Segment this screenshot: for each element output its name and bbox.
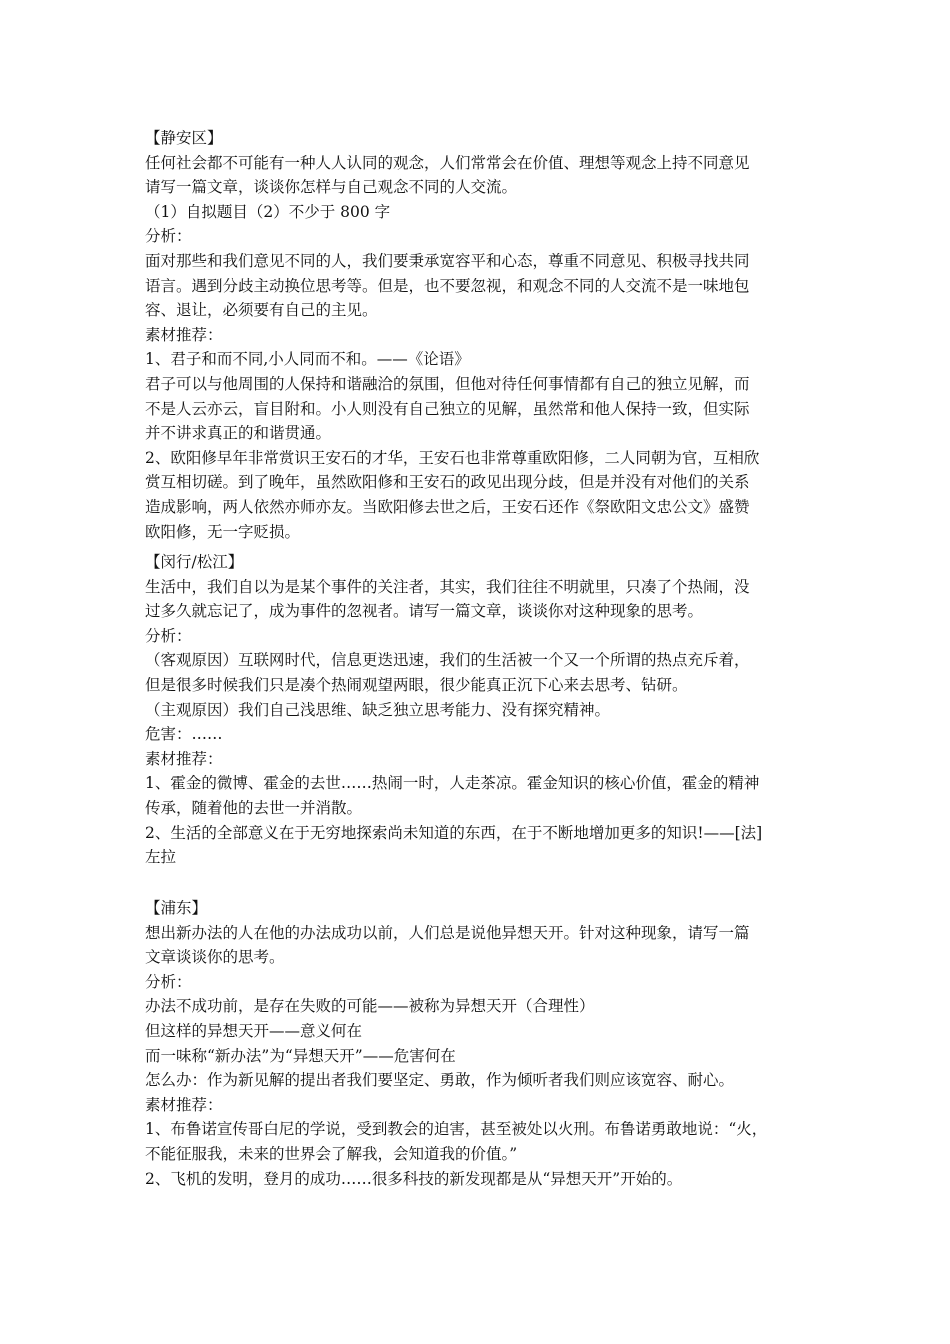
- section-heading: 【闵行/松江】: [145, 553, 244, 571]
- analysis-line: （客观原因）互联网时代，信息更迭迅速，我们的生活被一个又一个所谓的热点充斥着，: [145, 651, 750, 670]
- prompt-line: 过多久就忘记了，成为事件的忽视者。请写一篇文章，谈谈你对这种现象的思考。: [145, 602, 704, 621]
- analysis-line: 面对那些和我们意见不同的人，我们要秉承宽容平和心态，尊重不同意见、积极寻找共同: [145, 251, 750, 270]
- material-line: 2、欧阳修早年非常赏识王安石的才华，王安石也非常尊重欧阳修，二人同朝为官，互相欣: [145, 448, 760, 467]
- analysis-line: 但这样的异想天开——意义何在: [145, 1021, 363, 1040]
- material-line: 不是人云亦云，盲目附和。小人则没有自己独立的见解，虽然常和他人保持一致，但实际: [145, 399, 750, 418]
- analysis-line: 怎么办：作为新见解的提出者我们要坚定、勇敢，作为倾听者我们则应该宽容、耐心。: [145, 1071, 735, 1090]
- material-label: 素材推荐：: [145, 325, 223, 344]
- material-line: 赏互相切磋。到了晚年，虽然欧阳修和王安石的政见出现分歧，但是并没有对他们的关系: [145, 473, 750, 492]
- material-line: 并不讲求真正的和谐贯通。: [145, 424, 332, 443]
- analysis-label: 分析：: [145, 972, 192, 991]
- section-pudong: [145, 896, 767, 1191]
- analysis-line: 但是很多时候我们只是凑个热闹观望两眼，很少能真正沉下心来去思考、钻研。: [145, 675, 688, 694]
- section-minhang-songjiang: [145, 550, 762, 870]
- analysis-label: 分析：: [145, 227, 192, 246]
- prompt-line: 生活中，我们自以为是某个事件的关注者，其实，我们往往不明就里，只凑了个热闹，没: [145, 577, 750, 596]
- requirement-line: （1）自拟题目（2）不少于 800 字: [145, 202, 391, 221]
- material-line: 左拉: [145, 848, 177, 867]
- material-line: 传承，随着他的去世一并消散。: [145, 798, 363, 817]
- analysis-label: 分析：: [145, 626, 192, 645]
- material-line: 不能征服我，未来的世界会了解我，会知道我的价值。”: [145, 1144, 518, 1163]
- material-line: 1、君子和而不同,小人同而不和。——《论语》: [145, 350, 470, 369]
- material-line: 1、布鲁诺宣传哥白尼的学说，受到教会的迫害，甚至被处以火刑。布鲁诺勇敢地说：“火，: [145, 1120, 768, 1139]
- analysis-line: 语言。遇到分歧主动换位思考等。但是，也不要忽视，和观念不同的人交流不是一味地包: [145, 276, 750, 295]
- material-label: 素材推荐：: [145, 1095, 223, 1114]
- prompt-line: 文章谈谈你的思考。: [145, 948, 285, 967]
- analysis-line: 危害：……: [145, 725, 223, 744]
- analysis-line: 办法不成功前，是存在失败的可能——被称为异想天开（合理性）: [145, 997, 595, 1016]
- material-label: 素材推荐：: [145, 749, 223, 768]
- analysis-line: 而一味称“新办法”为“异想天开”——危害何在: [145, 1046, 456, 1065]
- prompt-line: 想出新办法的人在他的办法成功以前，人们总是说他异想天开。针对这种现象，请写一篇: [145, 923, 750, 942]
- section-heading: 【静安区】: [145, 129, 223, 147]
- analysis-line: （主观原因）我们自己浅思维、缺乏独立思考能力、没有探究精神。: [145, 700, 611, 719]
- analysis-line: 容、退让，必须要有自己的主见。: [145, 301, 378, 320]
- section-jingan: [145, 126, 759, 544]
- prompt-line: 请写一篇文章，谈谈你怎样与自己观念不同的人交流。: [145, 178, 518, 197]
- section-heading: 【浦东】: [145, 899, 208, 917]
- material-line: 1、霍金的微博、霍金的去世……热闹一时，人走茶凉。霍金知识的核心价值，霍金的精神: [145, 774, 760, 793]
- prompt-line: 任何社会都不可能有一种人人认同的观念，人们常常会在价值、理想等观念上持不同意见: [145, 153, 750, 172]
- material-line: 君子可以与他周围的人保持和谐融洽的氛围，但他对待任何事情都有自己的独立见解，而: [145, 374, 750, 393]
- material-line: 造成影响，两人依然亦师亦友。当欧阳修去世之后，王安石还作《祭欧阳文忠公文》盛赞: [145, 497, 750, 516]
- material-line: 2、飞机的发明，登月的成功……很多科技的新发现都是从“异想天开”开始的。: [145, 1169, 683, 1188]
- material-line: 欧阳修，无一字贬损。: [145, 522, 301, 541]
- material-line: 2、生活的全部意义在于无穷地探索尚未知道的东西，在于不断地增加更多的知识!——[法]: [145, 823, 763, 842]
